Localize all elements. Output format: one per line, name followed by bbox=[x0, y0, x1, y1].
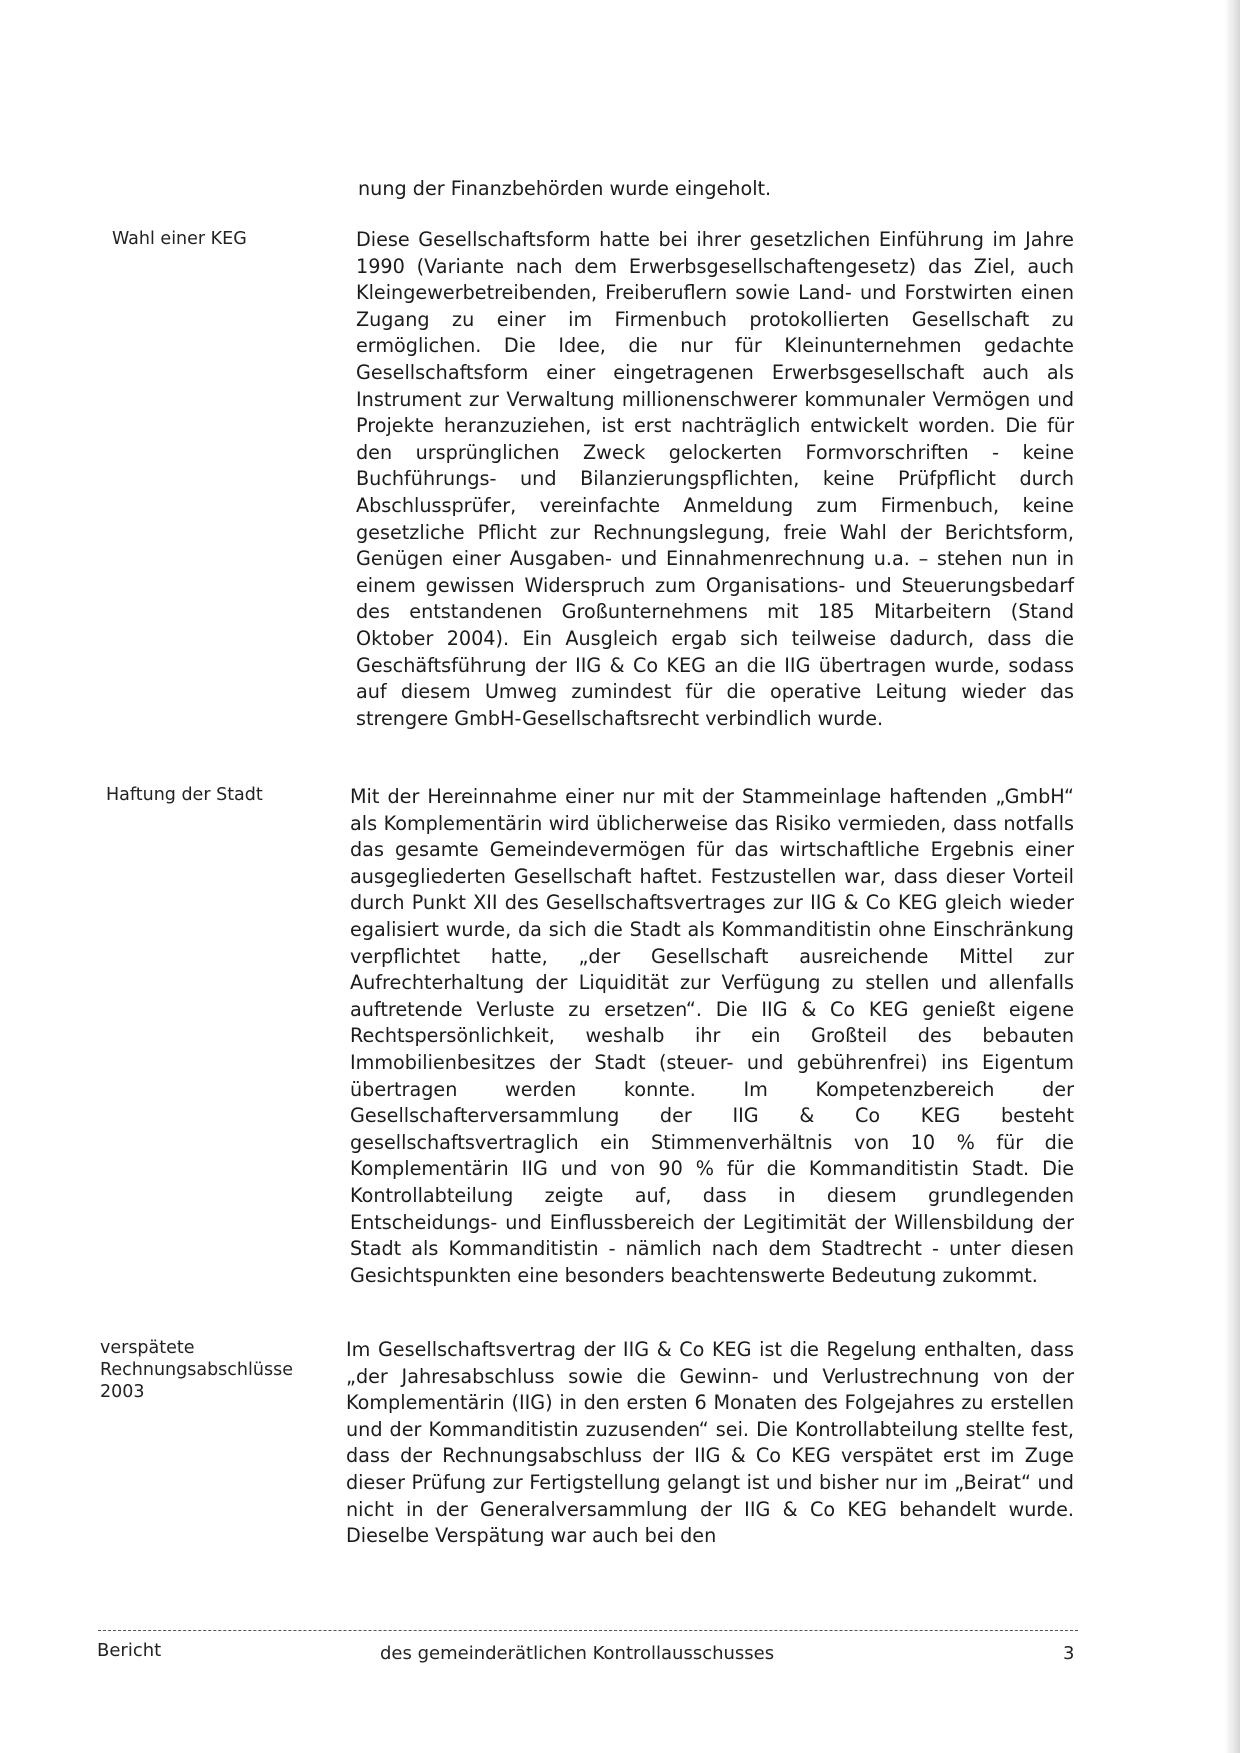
section-paragraph: Im Gesellschaftsvertrag der IIG & Co KEG ist die Regelung enthalten, dass „der Jahresabschluss sowie die Gewinn- und Verlustrechnung von der Komplementärin (IIG) in den ersten 6 Monaten des Folgejahres zu erstellen und der Kommanditistin zuzusenden“ sei. Die Kontrollabteilung stellte fest, dass der Rechnungsabschluss der IIG & Co KEG verspätet erst im Zuge dieser Prüfung zur Fertigstellung gelangt ist und bisher nur im „Beirat“ und nicht in der Generalversammlung der IIG & Co KEG behandelt wurde. Dieselbe Verspätung war auch bei den bbox=[346, 1338, 1074, 1548]
continued-paragraph: nung der Finanzbehörden wurde eingeholt. bbox=[358, 177, 772, 200]
margin-heading: Wahl einer KEG bbox=[112, 229, 247, 249]
page-footer bbox=[0, 1640, 1240, 1670]
footer-committee-label: des gemeinderätlichen Kontrollausschusses bbox=[380, 1643, 775, 1664]
margin-heading: verspätete Rechnungsabschlüsse 2003 bbox=[100, 1338, 293, 1402]
margin-heading: Haftung der Stadt bbox=[106, 785, 263, 805]
section-paragraph: Diese Gesellschaftsform hatte bei ihrer gesetzlichen Einführung im Jahre 1990 (Variante nach dem Erwerbsgesellschaftengesetz) das Ziel, auch Kleingewerbetreibenden, Freiberuflern sowie Land- und Forstwirten einen Zugang zu einer im Firmenbuch protokollierten Gesellschaft zu ermöglichen. Die Idee, die nur für Kleinunternehmen gedachte Gesellschaftsform einer eingetragenen Erwerbsgesellschaft auch als Instrument zur Verwaltung millionenschwerer kommunaler Vermögen und Projekte heranzuziehen, ist erst nachträglich entwickelt worden. Die für den ursprünglichen Zweck gelockerten Formvorschriften - keine Buchführungs- und Bilanzierungspflichten, keine Prüfpflicht durch Abschlussprüfer, vereinfachte Anmeldung zum Firmenbuch, keine gesetzliche Pflicht zur Rechnungslegung, freie Wahl der Berichtsform, Genügen einer Ausgaben- und Einnahmenrechnung u.a. – stehen nun in einem gewissen Widerspruch zum Organisations- und Steuerungsbedarf des entstandenen Großunternehmens mit 185 Mitarbeitern (Stand Oktober 2004). Ein Ausgleich ergab sich teilweise dadurch, dass die Geschäftsführung der IIG & Co KEG an die IIG übertragen wurde, sodass auf diesem Umweg zumindest für die operative Leitung wieder das strengere GmbH-Gesellschaftsrecht verbindlich wurde. bbox=[356, 228, 1074, 730]
footer-divider bbox=[98, 1630, 1078, 1631]
footer-report-label: Bericht bbox=[97, 1640, 162, 1661]
section-paragraph: Mit der Hereinnahme einer nur mit der Stammeinlage haftenden „GmbH“ als Komplementärin wird üblicherweise das Risiko vermieden, dass notfalls das gesamte Gemeindevermögen für das wirtschaftliche Ergebnis einer ausgegliederten Gesellschaft haftet. Festzustellen war, dass dieser Vorteil durch Punkt XII des Gesellschaftsvertrages zur IIG & Co KEG gleich wieder egalisiert wurde, da sich die Stadt als Kommanditistin ohne Einschränkung verpflichtet hatte, „der Gesellschaft ausreichende Mittel zur Aufrechterhaltung der Liquidität zur Verfügung zu stellen und allenfalls auftretende Verluste zu ersetzen“. Die IIG & Co KEG genießt eigene Rechtspersönlichkeit, weshalb ihr ein Großteil des bebauten Immobilienbesitzes der Stadt (steuer- und gebührenfrei) ins Eigentum übertragen werden konnte. Im Kompetenzbereich der Gesellschafterversammlung der IIG & Co KEG besteht gesellschaftsvertraglich ein Stimmenverhältnis von 10 % für die Komplementärin IIG und von 90 % für die Kommanditistin Stadt. Die Kontrollabteilung zeigte auf, dass in diesem grundlegenden Entscheidungs- und Einflussbereich der Legitimität der Willensbildung der Stadt als Kommanditistin - nämlich nach dem Stadtrecht - unter diesen Gesichtspunkten eine besonders beachtenswerte Bedeutung zukommt. bbox=[350, 785, 1074, 1287]
page-number: 3 bbox=[1063, 1643, 1075, 1664]
